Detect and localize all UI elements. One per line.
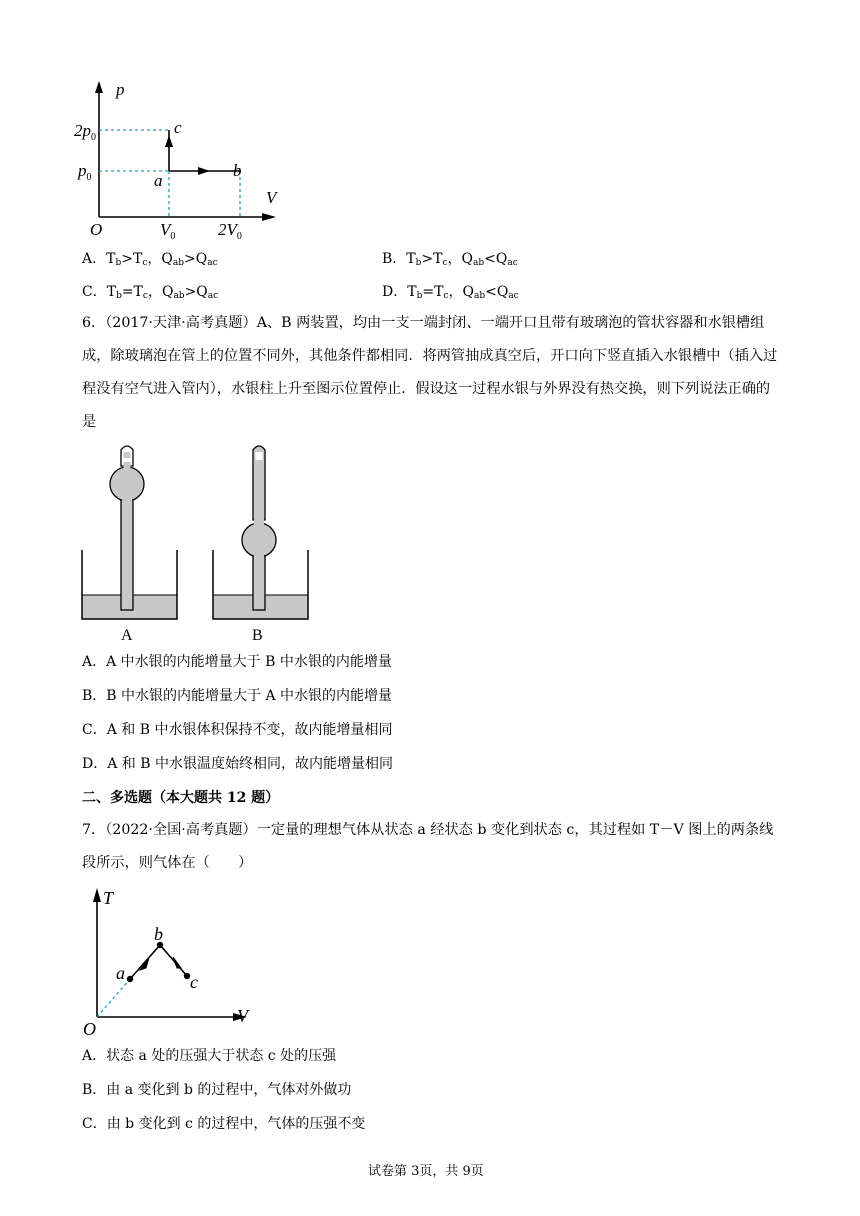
t-axis-arrow xyxy=(93,888,101,902)
apparatus-b xyxy=(213,446,308,644)
q6-option-a: A．A 中水银的内能增量大于 B 中水银的内能增量 xyxy=(82,654,392,670)
q7-option-a: A．状态 a 处的压强大于状态 c 处的压强 xyxy=(82,1048,337,1064)
label-2v0: $2V_0$ xyxy=(218,220,242,242)
label-point-b: b xyxy=(233,161,242,180)
tv-diagram xyxy=(75,882,265,1042)
q7-stem: 7．（2022·全国·高考真题）一定量的理想气体从状态 a 经状态 b 变化到状态 c，其过程如 T－V 图上的两条线段所示，则气体在（ ） xyxy=(82,822,774,871)
label-apparatus-b: B xyxy=(252,627,263,644)
pv-diagram xyxy=(70,75,290,245)
label-origin-tv: O xyxy=(83,1019,96,1039)
label-t: T xyxy=(103,888,114,908)
bulb-b xyxy=(242,523,276,557)
tube-b xyxy=(253,556,265,610)
process-ab-tv xyxy=(130,945,160,979)
page-footer: 试卷第 3页，共 9页 xyxy=(368,1164,484,1179)
q5-option-b: B．$T_b>T_c$，$Q_{ab}<Q_{ac}$ xyxy=(382,251,518,268)
q7-option-c: C．由 b 变化到 c 的过程中，气体的压强不变 xyxy=(82,1116,366,1132)
label-apparatus-a: A xyxy=(121,627,133,644)
label-v-tv: V xyxy=(237,1006,248,1026)
q5-option-a: A．$T_b>T_c$，$Q_{ab}>Q_{ac}$ xyxy=(82,251,218,268)
q6-stem: 6．（2017·天津·高考真题）A、B 两装置，均由一支一端封闭、一端开口且带有玻璃泡的管状容器和水银槽组成，除玻璃泡在管上的位置不同外，其他条件都相同．将两管抽成真空后，开口向下竖直插入水银槽中（插入过程没有空气进入管内），水银柱上升至图示位置停止．假设这一过程水银与外界没有热交换，则下列说法正确的是 xyxy=(82,315,778,430)
q6-option-b: B．B 中水银的内能增量大于 A 中水银的内能增量 xyxy=(82,688,393,704)
q5-option-d: D．$T_b=T_c$，$Q_{ab}<Q_{ac}$ xyxy=(382,284,519,301)
label-point-c-tv: c xyxy=(190,972,198,992)
apparatus-a xyxy=(82,446,177,644)
bulb-a xyxy=(110,467,144,501)
process-ab-tv-arrow xyxy=(140,958,149,970)
q5-option-c: C．$T_b=T_c$，$Q_{ab}>Q_{ac}$ xyxy=(82,284,219,301)
label-v: V xyxy=(266,188,277,207)
label-point-c: c xyxy=(174,118,182,137)
p-axis-arrow xyxy=(95,81,103,93)
label-point-b-tv: b xyxy=(154,924,163,944)
q6-option-d: D．A 和 B 中水银温度始终相同，故内能增量相同 xyxy=(82,756,393,772)
label-origin: O xyxy=(90,220,103,239)
process-ab-arrow xyxy=(198,167,210,175)
q6-option-c: C．A 和 B 中水银体积保持不变，故内能增量相同 xyxy=(82,722,393,738)
label-point-a: a xyxy=(154,171,163,190)
label-v0: $V_0$ xyxy=(160,220,176,242)
label-p: p xyxy=(116,80,125,99)
label-2p0: $2p_0$ xyxy=(74,121,96,143)
label-point-a-tv: a xyxy=(116,963,125,983)
v-axis-arrow xyxy=(262,213,276,221)
process-bc-tv xyxy=(160,945,187,976)
guide-oa xyxy=(97,979,130,1017)
q6-apparatus-figure xyxy=(75,440,315,650)
point-a-dot xyxy=(127,976,133,982)
section-heading-multiple-choice: 二、多选题（本大题共 12 题） xyxy=(82,790,280,806)
process-ac-arrow xyxy=(165,135,173,147)
q7-option-b: B．由 a 变化到 b 的过程中，气体对外做功 xyxy=(82,1082,352,1098)
tube-a xyxy=(121,500,133,610)
label-p0: $p_0$ xyxy=(78,161,92,183)
